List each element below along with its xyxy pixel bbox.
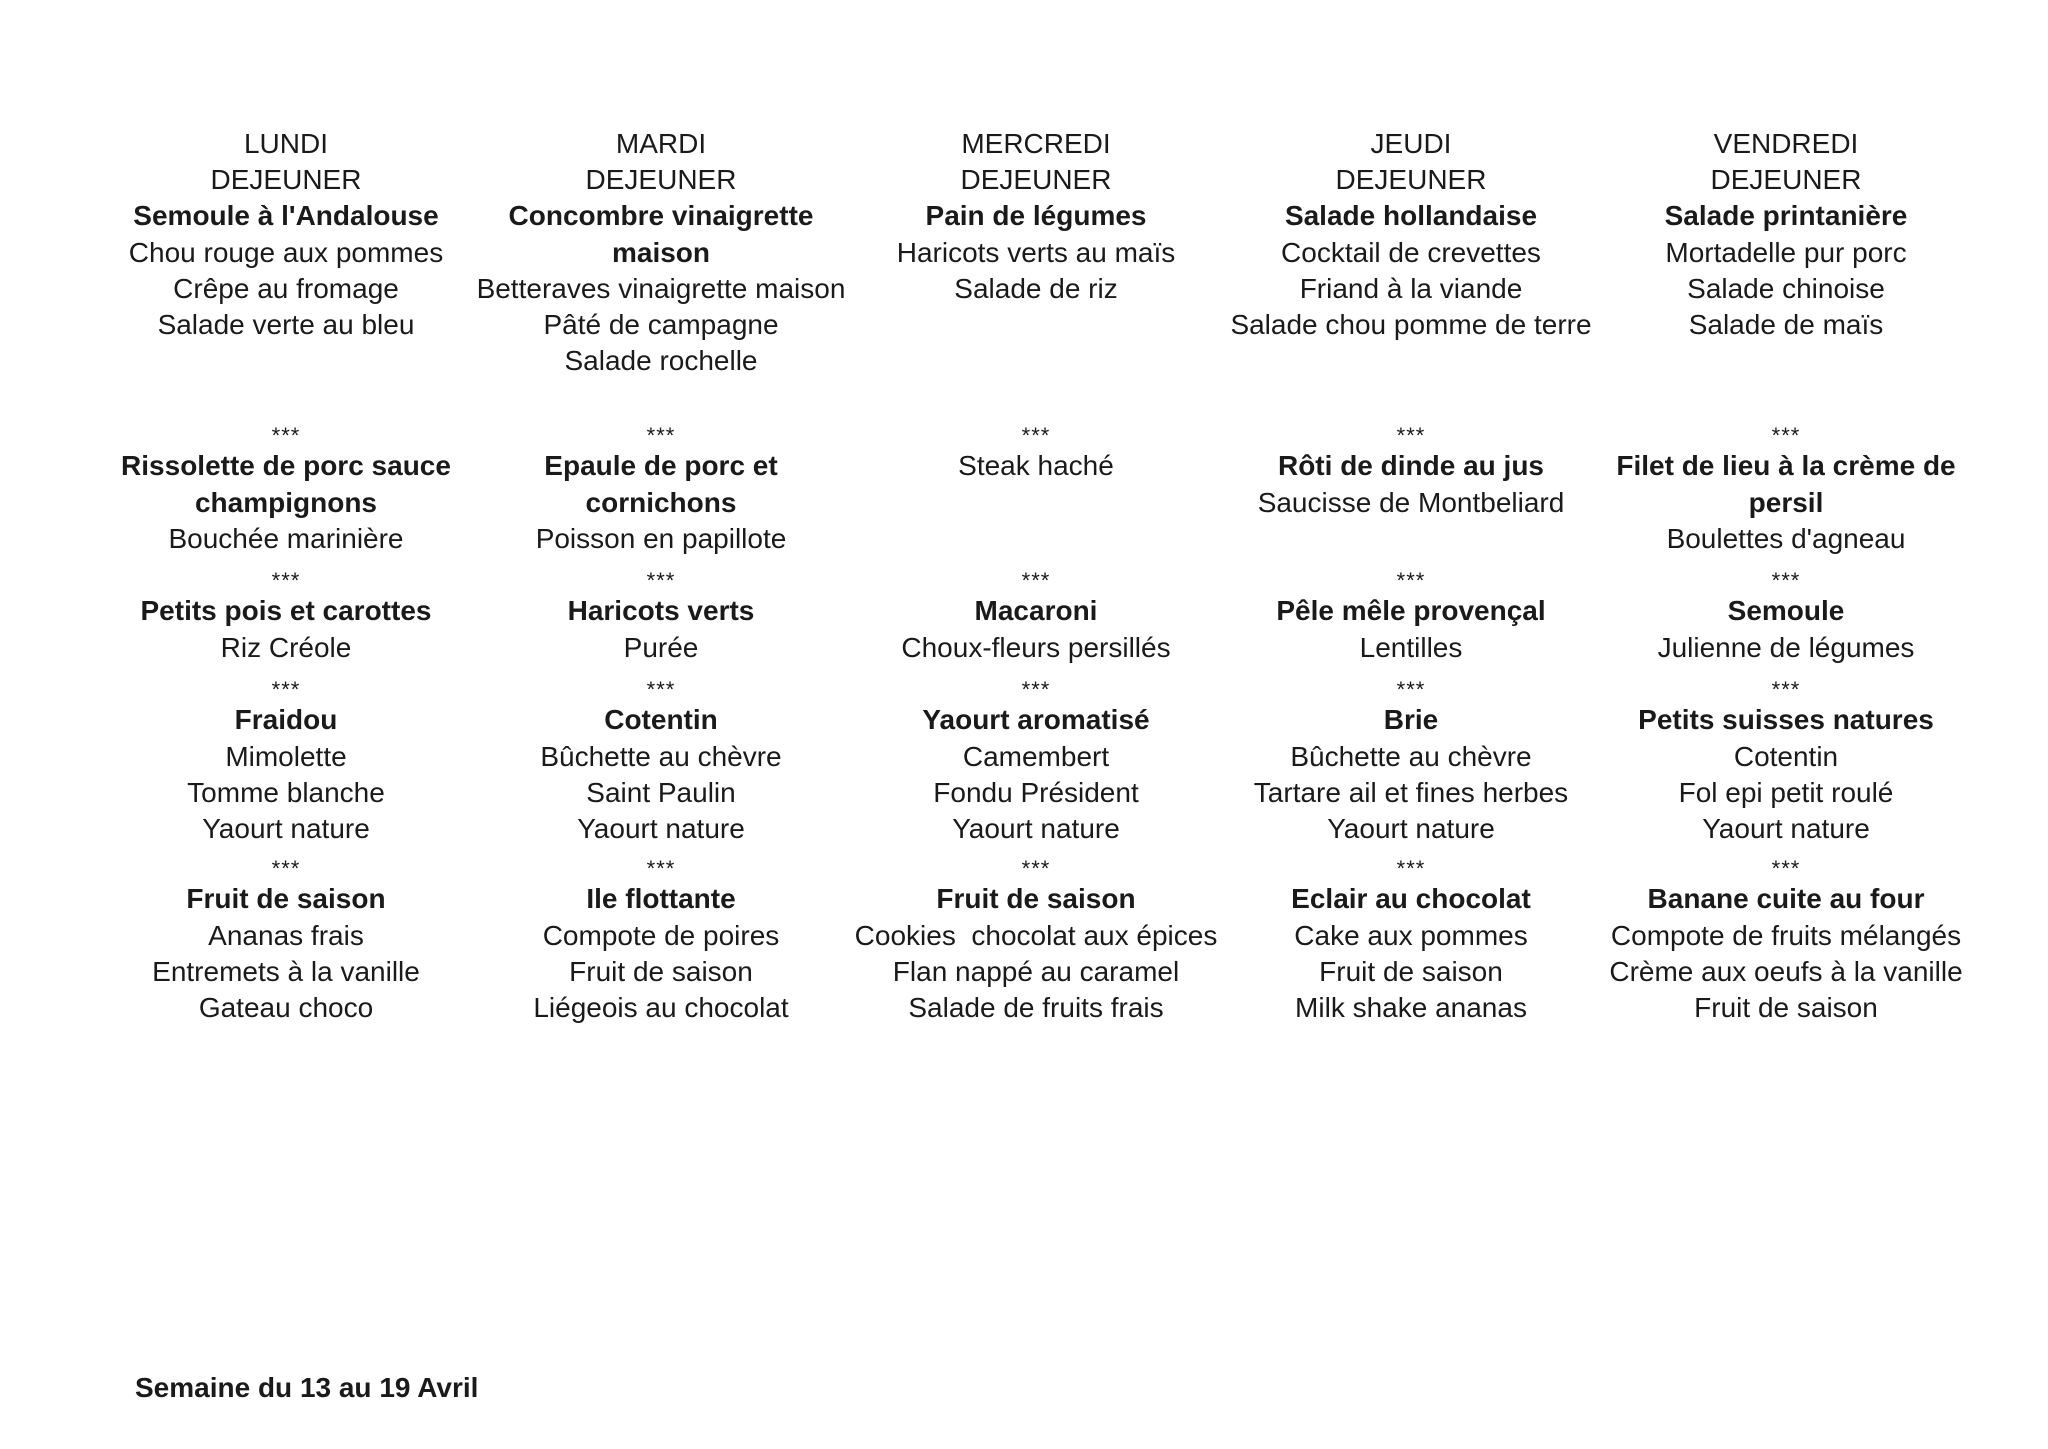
separator: *** <box>1771 568 1801 594</box>
dairy-section <box>1225 702 1597 857</box>
dairy-section <box>850 702 1222 857</box>
dairy-item: Bûchette au chèvre <box>540 740 782 772</box>
meal-label: DEJEUNER <box>1710 164 1862 196</box>
starter-item: Chou rouge aux pommes <box>128 236 444 268</box>
starter-item: Friand à la viande <box>1299 272 1523 304</box>
main-item: Steak haché <box>958 450 1114 482</box>
day-column-lundi <box>100 126 472 1026</box>
starter-item: Semoule à l'Andalouse <box>133 200 439 232</box>
dairy-item: Yaourt aromatisé <box>922 704 1150 736</box>
separator: *** <box>1396 423 1426 449</box>
starters-section <box>100 198 472 424</box>
side-item: Pêle mêle provençal <box>1276 595 1546 627</box>
starters-section <box>475 198 847 424</box>
mains-section <box>475 448 847 569</box>
meal-label: DEJEUNER <box>210 164 362 196</box>
desserts-section <box>100 881 472 1026</box>
dessert-item: Eclair au chocolat <box>1291 883 1531 915</box>
dairy-item: Petits suisses natures <box>1638 704 1934 736</box>
dessert-item: Liégeois au chocolat <box>533 992 789 1024</box>
separator: *** <box>271 677 301 703</box>
separator: *** <box>1021 568 1051 594</box>
starter-item: Pain de légumes <box>925 200 1147 232</box>
day-column-mercredi <box>850 126 1222 1026</box>
dairy-item: Saint Paulin <box>586 776 736 808</box>
dessert-item: Cookies chocolat aux épices <box>854 919 1218 951</box>
separator: *** <box>271 568 301 594</box>
dairy-item: Yaourt nature <box>1327 813 1495 845</box>
sides-section <box>475 593 847 678</box>
main-item: Saucisse de Montbeliard <box>1257 486 1565 518</box>
dessert-item: Banane cuite au four <box>1647 883 1925 915</box>
starter-item: Concombre vinaigrette maison <box>508 200 814 268</box>
side-item: Petits pois et carottes <box>140 595 432 627</box>
separator: *** <box>271 856 301 882</box>
dessert-item: Fruit de saison <box>1694 992 1878 1024</box>
starter-item: Salade printanière <box>1664 200 1908 232</box>
separator: *** <box>1021 423 1051 449</box>
main-item: Filet de lieu à la crème de persil <box>1616 450 1956 518</box>
dairy-item: Fondu Président <box>933 776 1139 808</box>
dessert-item: Fruit de saison <box>936 883 1136 915</box>
side-item: Julienne de légumes <box>1657 631 1915 663</box>
starter-item: Salade chinoise <box>1687 272 1885 304</box>
sides-section <box>1225 593 1597 678</box>
dessert-item: Ile flottante <box>586 883 736 915</box>
mains-section <box>1225 448 1597 569</box>
main-item: Rôti de dinde au jus <box>1277 450 1544 482</box>
dairy-section <box>475 702 847 857</box>
dairy-item: Yaourt nature <box>577 813 745 845</box>
day-column-jeudi <box>1225 126 1597 1026</box>
separator: *** <box>1021 856 1051 882</box>
dessert-item: Compote de poires <box>542 919 780 951</box>
main-item: Epaule de porc et cornichons <box>544 450 778 518</box>
dairy-item: Yaourt nature <box>952 813 1120 845</box>
dessert-item: Fruit de saison <box>569 955 753 987</box>
desserts-section <box>475 881 847 1026</box>
main-item: Boulettes d'agneau <box>1666 522 1906 554</box>
side-item: Lentilles <box>1359 631 1463 663</box>
dairy-item: Bûchette au chèvre <box>1290 740 1532 772</box>
desserts-section <box>1600 881 1972 1026</box>
starter-item: Salade chou pomme de terre <box>1230 309 1592 341</box>
dessert-item: Fruit de saison <box>1319 955 1503 987</box>
starters-section <box>1600 198 1972 424</box>
desserts-section <box>1225 881 1597 1026</box>
starters-section <box>850 198 1222 424</box>
starter-item: Cocktail de crevettes <box>1281 236 1541 268</box>
starter-item: Salade rochelle <box>564 345 758 377</box>
side-item: Haricots verts <box>567 595 755 627</box>
sides-section <box>850 593 1222 678</box>
starter-item: Salade verte au bleu <box>157 309 415 341</box>
separator: *** <box>646 856 676 882</box>
day-column-vendredi <box>1600 126 1972 1026</box>
dessert-item: Entremets à la vanille <box>152 955 420 987</box>
side-item: Choux-fleurs persillés <box>901 631 1171 663</box>
dairy-item: Fraidou <box>234 704 338 736</box>
day-name: VENDREDI <box>1713 128 1859 159</box>
day-name: MERCREDI <box>961 128 1111 159</box>
dairy-section <box>1600 702 1972 857</box>
side-item: Semoule <box>1727 595 1845 627</box>
dairy-item: Cotentin <box>1733 740 1839 772</box>
dairy-item: Cotentin <box>604 704 718 736</box>
separator: *** <box>1771 856 1801 882</box>
separator: *** <box>1396 856 1426 882</box>
mains-section <box>850 448 1222 569</box>
dessert-item: Ananas frais <box>208 919 364 951</box>
dairy-section <box>100 702 472 857</box>
separator: *** <box>646 568 676 594</box>
separator: *** <box>646 677 676 703</box>
separator: *** <box>271 423 301 449</box>
sides-section <box>1600 593 1972 678</box>
side-item: Macaroni <box>974 595 1098 627</box>
starter-item: Salade de maïs <box>1688 309 1884 341</box>
separator: *** <box>1771 423 1801 449</box>
starter-item: Mortadelle pur porc <box>1665 236 1907 268</box>
dessert-item: Gateau choco <box>198 992 374 1024</box>
week-caption: Semaine du 13 au 19 Avril <box>135 1372 479 1403</box>
dairy-item: Tomme blanche <box>187 776 385 808</box>
main-item: Bouchée marinière <box>168 522 404 554</box>
dessert-item: Flan nappé au caramel <box>892 955 1180 987</box>
starter-item: Salade de riz <box>954 272 1118 304</box>
starter-item: Betteraves vinaigrette maison <box>476 272 846 304</box>
meal-label: DEJEUNER <box>1335 164 1487 196</box>
dairy-item: Tartare ail et fines herbes <box>1253 776 1569 808</box>
main-item: Poisson en papillote <box>535 522 787 554</box>
main-item: Rissolette de porc sauce champignons <box>121 450 451 518</box>
separator: *** <box>646 423 676 449</box>
sides-section <box>100 593 472 678</box>
starter-item: Pâté de campagne <box>543 309 779 341</box>
dairy-item: Fol epi petit roulé <box>1678 776 1894 808</box>
dairy-item: Mimolette <box>225 740 347 772</box>
dairy-item: Yaourt nature <box>202 813 370 845</box>
separator: *** <box>1396 568 1426 594</box>
dessert-item: Fruit de saison <box>186 883 386 915</box>
dessert-item: Milk shake ananas <box>1295 992 1527 1024</box>
desserts-section <box>850 881 1222 1026</box>
separator: *** <box>1021 677 1051 703</box>
dessert-item: Cake aux pommes <box>1294 919 1528 951</box>
meal-label: DEJEUNER <box>585 164 737 196</box>
separator: *** <box>1771 677 1801 703</box>
mains-section <box>1600 448 1972 569</box>
starter-item: Haricots verts au maïs <box>896 236 1176 268</box>
day-name: LUNDI <box>243 128 328 159</box>
day-column-mardi <box>475 126 847 1026</box>
dairy-item: Yaourt nature <box>1702 813 1870 845</box>
day-name: JEUDI <box>1370 128 1452 159</box>
starter-item: Salade hollandaise <box>1284 200 1538 232</box>
side-item: Riz Créole <box>220 631 352 663</box>
separator: *** <box>1396 677 1426 703</box>
dessert-item: Crème aux oeufs à la vanille <box>1609 955 1963 987</box>
dessert-item: Compote de fruits mélangés <box>1610 919 1962 951</box>
starters-section <box>1225 198 1597 424</box>
dairy-item: Camembert <box>962 740 1110 772</box>
dessert-item: Salade de fruits frais <box>908 992 1164 1024</box>
dairy-item: Brie <box>1383 704 1439 736</box>
mains-section <box>100 448 472 569</box>
day-name: MARDI <box>615 128 707 159</box>
meal-label: DEJEUNER <box>960 164 1112 196</box>
starter-item: Crêpe au fromage <box>173 272 399 304</box>
side-item: Purée <box>623 631 699 663</box>
